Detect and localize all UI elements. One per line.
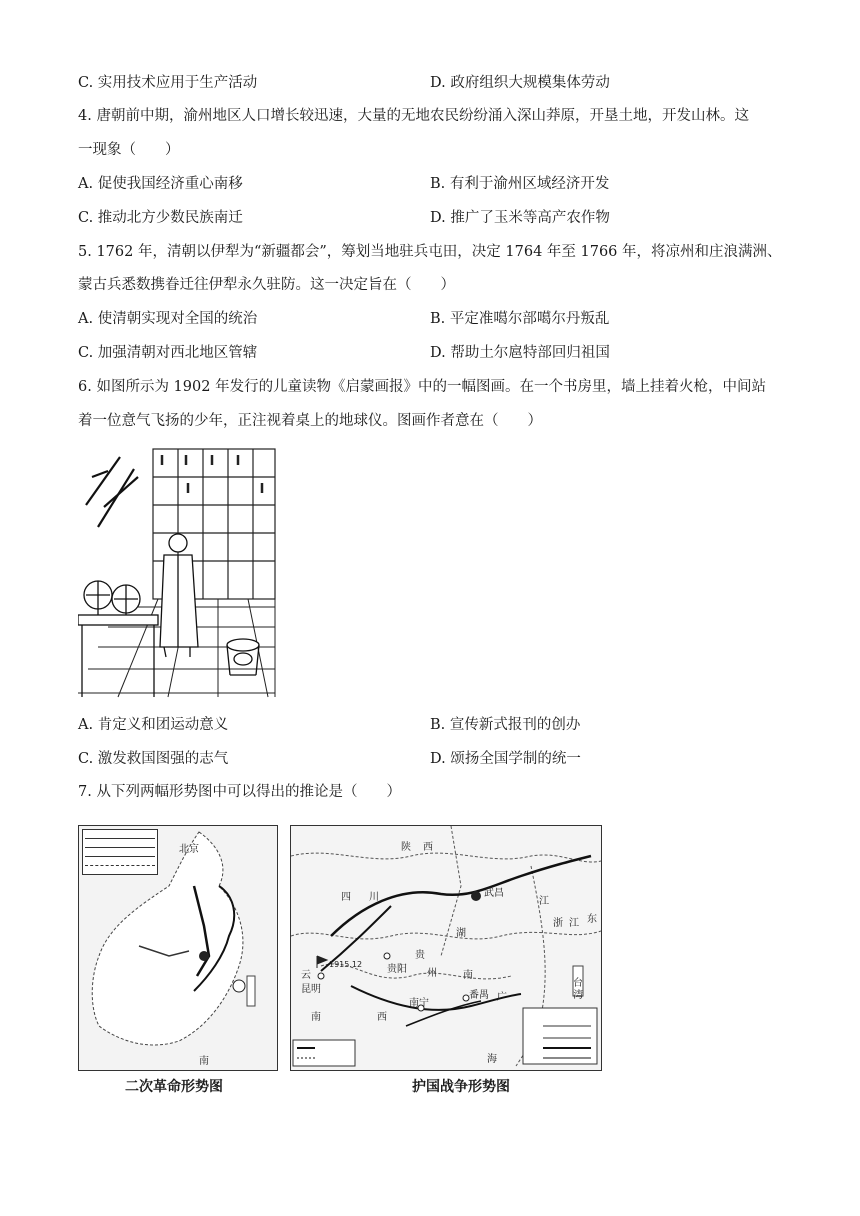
- q4-option-a: A. 促使我国经济重心南移: [78, 176, 243, 192]
- standing-boy: [160, 534, 198, 657]
- q7-stem: 7. 从下列两幅形势图中可以得出的推论是（ ）: [78, 784, 401, 800]
- round-stool: [227, 639, 259, 675]
- national-protection-war-map-drawing: [291, 826, 601, 1070]
- q6-stem-line2: 着一位意气飞扬的少年，正注视着桌上的地球仪。图画作者意在（ ）: [78, 413, 542, 429]
- q5-option-c: C. 加强清朝对西北地区管辖: [78, 345, 258, 361]
- rifles-on-wall: [86, 457, 138, 527]
- map2-label-yun: 云: [301, 970, 311, 981]
- q4-stem-line2: 一现象（ ）: [78, 142, 180, 158]
- second-revolution-map: [78, 825, 278, 1071]
- map2-label-gui: 贵: [415, 950, 425, 961]
- map2-label-kunming: 昆明: [301, 984, 321, 995]
- q5-option-d: D. 帮助土尔扈特部回归祖国: [430, 345, 610, 361]
- national-protection-war-map: [290, 825, 602, 1071]
- map1-label-nan: 南: [199, 1056, 209, 1067]
- map2-label-jiang: 江: [539, 896, 549, 907]
- q3-option-c: C. 实用技术应用于生产活动: [78, 75, 258, 91]
- map2-label-nan2: 南: [311, 1012, 321, 1023]
- map2-label-nan: 南: [463, 970, 473, 981]
- map1-label-beijing: 北京: [179, 844, 199, 855]
- map2-label-chuan: 川: [369, 892, 379, 903]
- map2-label-jiang2: 江: [569, 918, 579, 929]
- map2-label-guang: 广: [497, 992, 507, 1003]
- q3-option-d: D. 政府组织大规模集体劳动: [430, 75, 610, 91]
- q4-stem-line1: 4. 唐朝前中期，渝州地区人口增长较迅速，大量的无地农民纷纷涌入深山莽原，开垦土地，开发山林。这: [78, 108, 749, 124]
- q6-option-d: D. 颂扬全国学制的统一: [430, 751, 581, 767]
- map2-label-hu: 湖: [456, 928, 466, 939]
- q4-option-c: C. 推动北方少数民族南迁: [78, 210, 243, 226]
- map2-label-dong: 东: [587, 914, 597, 925]
- map2-label-guiyang: 贵阳: [387, 964, 407, 975]
- map1-caption: 二次革命形势图: [125, 1079, 223, 1095]
- q4-option-b: B. 有利于渝州区域经济开发: [430, 176, 610, 192]
- q6-option-c: C. 激发救国图强的志气: [78, 751, 229, 767]
- map2-label-zhe: 浙: [553, 918, 563, 929]
- map2-label-shaan: 陕: [401, 842, 411, 853]
- map2-caption: 护国战争形势图: [412, 1079, 510, 1095]
- q6-option-b: B. 宣传新式报刊的创办: [430, 717, 581, 733]
- map2-label-hai: 海: [487, 1054, 497, 1065]
- map2-label-zhou: 州: [427, 968, 437, 979]
- q5-option-b: B. 平定准噶尔部噶尔丹叛乱: [430, 311, 610, 327]
- map2-label-xi2: 西: [377, 1012, 387, 1023]
- q5-stem-line2: 蒙古兵悉数携眷迁往伊犁永久驻防。这一决定旨在（ ）: [78, 277, 455, 293]
- study-room-drawing: [78, 447, 278, 699]
- map2-label-wuchang: 武昌: [484, 888, 504, 899]
- map2-label-date: 1915.12: [329, 960, 363, 969]
- table-with-globes: [78, 581, 158, 697]
- map2-label-nanning: 南宁: [409, 998, 429, 1009]
- map2-label-wan: 湾: [573, 990, 583, 1001]
- map2-label-si: 四: [341, 892, 351, 903]
- q6-illustration: [78, 447, 278, 699]
- map1-legend: [82, 829, 158, 875]
- q6-stem-line1: 6. 如图所示为 1902 年发行的儿童读物《启蒙画报》中的一幅图画。在一个书房里，墙上挂着火枪，中间站: [78, 379, 767, 395]
- q5-stem-line1: 5. 1762 年，清朝以伊犁为“新疆都会”，筹划当地驻兵屯田，决定 1764 年至 1766 年，将凉州和庄浪满洲、: [78, 244, 782, 260]
- map2-label-tai: 台: [573, 978, 583, 989]
- map2-label-xi: 西: [423, 842, 433, 853]
- map2-label-panyu: 番禺: [469, 990, 489, 1001]
- q5-option-a: A. 使清朝实现对全国的统治: [78, 311, 258, 327]
- q6-option-a: A. 肯定义和团运动意义: [78, 717, 229, 733]
- q4-option-d: D. 推广了玉米等高产农作物: [430, 210, 610, 226]
